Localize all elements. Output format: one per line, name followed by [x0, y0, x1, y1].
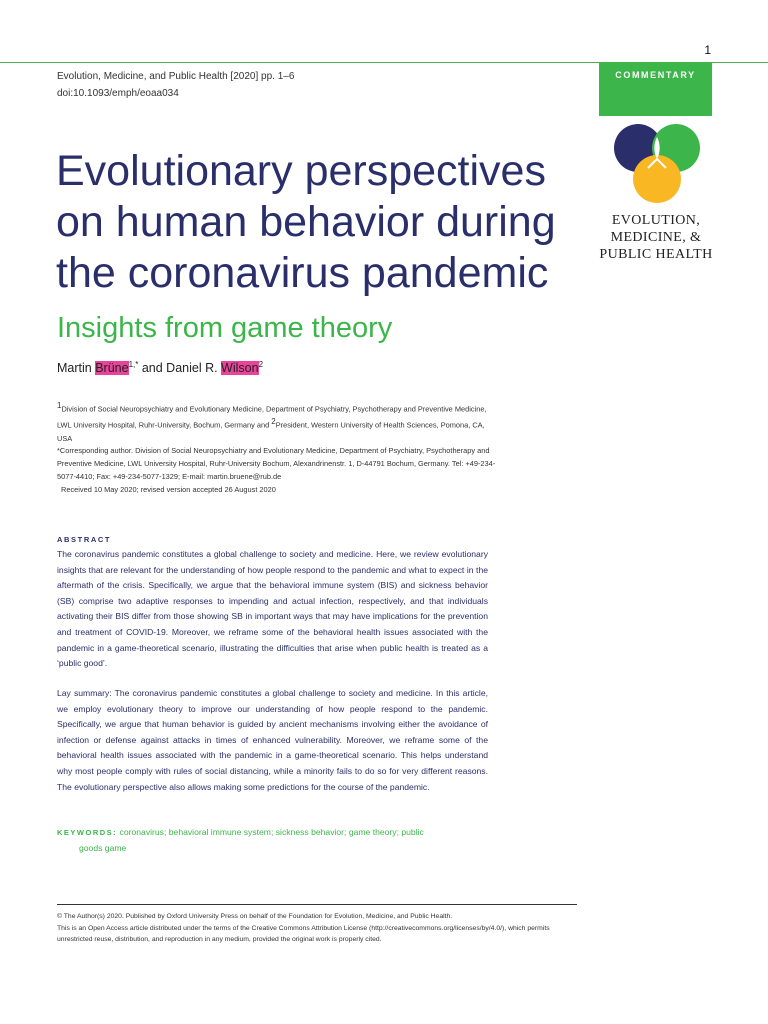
logo-text — [588, 212, 724, 263]
journal-info — [57, 68, 294, 102]
keywords-line-1: coronavirus; behavioral immune system; sickness behavior; game theory; public — [117, 827, 424, 837]
footer-copyright: © The Author(s) 2020. Published by Oxford University Press on behalf of the Foundation for Evolution, Medicine, and Public Health. — [57, 913, 453, 920]
keywords-line-2: goods game — [79, 842, 127, 853]
author-2-sup: 2 — [258, 360, 264, 369]
footer — [57, 911, 577, 946]
page-number: 1 — [704, 43, 711, 57]
author-and: and Daniel R. — [138, 361, 222, 376]
section-label: COMMENTARY — [599, 62, 712, 116]
author-2-surname[interactable]: Wilson — [221, 361, 259, 376]
abstract-text: The coronavirus pandemic constitutes a global challenge to society and medicine. Here, we review evolutionary insights that are relevant for the understanding of how people respond to the pandemic and what to expect in the aftermath of the crisis. Specifically, we argue that the behavioral immune system (BIS) and sickness behavior (SB) comprise two adaptive responses to impending and actual infection, respectively, and that individuals activating their BIS differ from those showing SB in important ways that may have implications for the prevention and treatment of COVID-19. Moreover, we reframe some of the behavioral health issues associated with the pandemic in a game-theoretical scenario, illustrating the difficulties that arise when public health is treated as a ‘public good’. — [57, 549, 488, 669]
footer-license: This is an Open Access article distributed under the terms of the Creative Commons Attribution License (http://creativecommons.org/licenses/by/4.0/), which permits unrestricted reuse, distribution, and reproduction in any medium, provided the original work is properly cited. — [57, 924, 550, 943]
article-title: Evolutionary perspectives on human behavior during the coronavirus pandemic — [56, 147, 556, 297]
keywords — [57, 825, 477, 856]
author-1-surname[interactable]: Brüne — [95, 361, 129, 376]
journal-citation: Evolution, Medicine, and Public Health [2020] pp. 1–6 — [57, 71, 295, 82]
journal-logo-icon — [608, 122, 704, 208]
logo-circle-yellow — [633, 155, 681, 203]
lay-summary: Lay summary: The coronavirus pandemic constitutes a global challenge to society and medicine. In this article, we employ evolutionary theory to improve our understanding of how people respond to the pandemic. Specifically, we argue that human behavior is guided by ancient mechanisms involving either the avoidance of infection or defense against attacks in times of enhanced vulnerability. Moreover, we reframe some of the behavioral health issues associated with the pandemic in a game-theoretical scenario. This helps understand why most people comply with rules of social distancing, while a minority fails to do so for very different reasons. The evolutionary perspective also allows making some predictions for the course of the pandemic. — [57, 688, 488, 792]
author-1-given: Martin — [57, 361, 96, 376]
footer-rule — [57, 904, 577, 905]
logo-line-3: PUBLIC HEALTH — [599, 247, 713, 262]
affiliations — [57, 400, 497, 497]
top-rule — [0, 62, 599, 63]
journal-doi: doi:10.1093/emph/eoaa034 — [57, 88, 179, 99]
corresponding-author: *Corresponding author. Division of Social Neuropsychiatry and Evolutionary Medicine, Department of Psychiatry, Psychotherapy and Preventive Medicine, LWL University Hospital, Ruhr-University Bochum, Alexandrinenstr. 1, D-44791 Bochum, Germany. Tel: +49-234-5077-4410; Fax: +49-234-5077-1329; E-mail: martin.bruene@rub.de — [57, 446, 496, 481]
received-dates: Received 10 May 2020; revised version accepted 26 August 2020 — [61, 484, 276, 494]
authors — [57, 360, 263, 375]
top-rule-right — [712, 62, 768, 63]
logo-line-2: MEDICINE, & — [610, 230, 702, 245]
article-subtitle: Insights from game theory — [57, 312, 393, 344]
abstract-label: ABSTRACT — [57, 535, 112, 544]
keywords-label: KEYWORDS: — [57, 828, 118, 837]
author-1-sup: 1,* — [128, 360, 139, 369]
logo-line-1: EVOLUTION, — [611, 213, 701, 228]
affiliation-lines: $^1$Division of Social Neuropsychiatry and Evolutionary Medicine, Department of Psychiatry, Psychotherapy and Preventive Medicine, LWL University Hospital, Ruhr-University, Bochum, Germany and $^2$President, Western University of Health Sciences, Pomona, CA, USA — [57, 401, 487, 443]
